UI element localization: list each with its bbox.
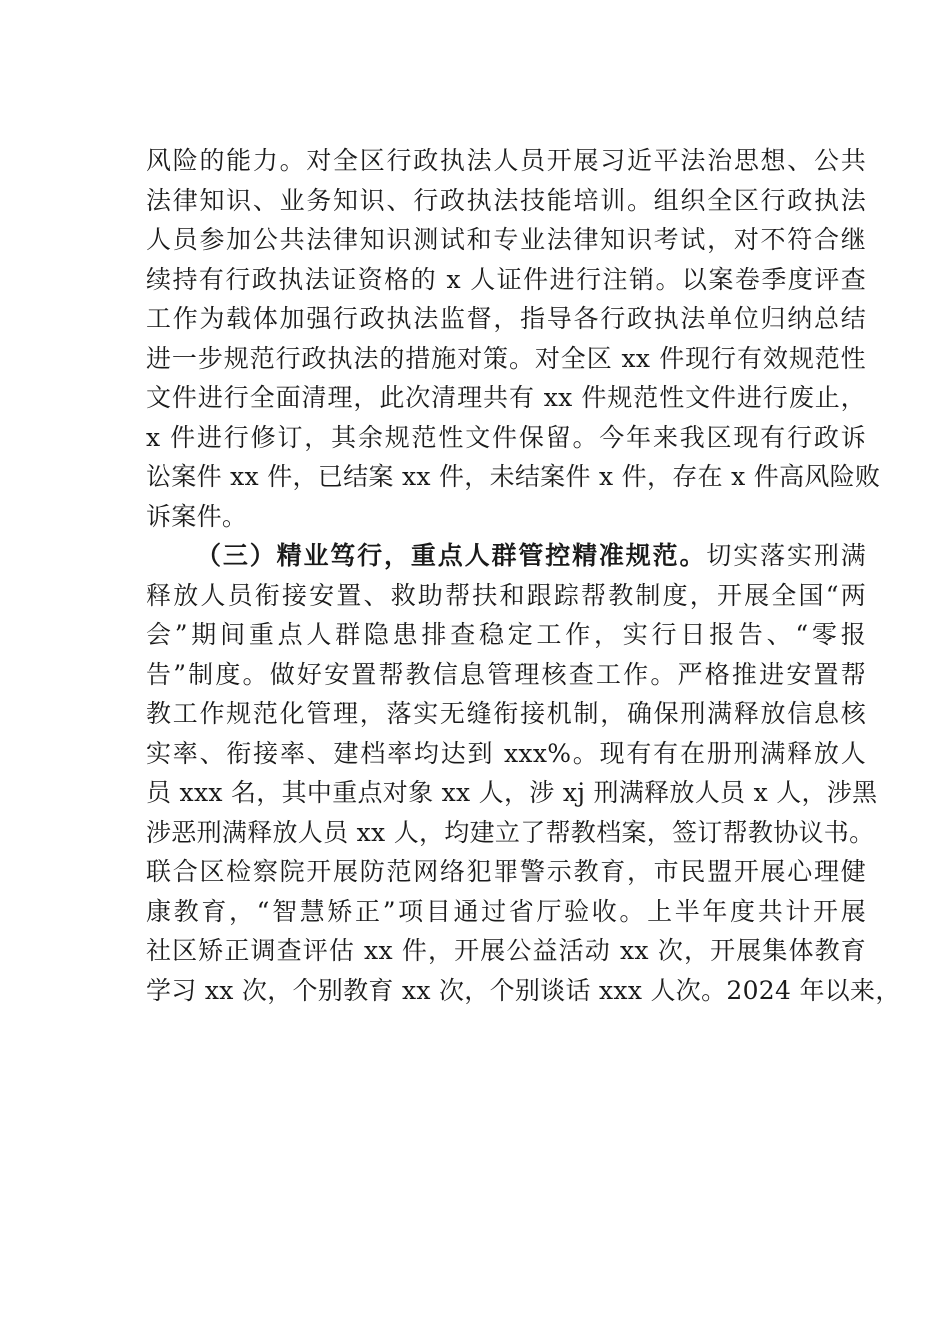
paragraph-line: 工作为载体加强行政执法监督，指导各行政执法单位归纳总结 <box>146 304 866 333</box>
paragraph-line: 文件进行全面清理，此次清理共有 xx 件规范性文件进行废止， <box>146 383 866 412</box>
paragraph-2 <box>146 536 901 1010</box>
paragraph-line: 学习 xx 次，个别教育 xx 次，个别谈话 xxx 人次。2024 年以来， <box>146 975 901 1005</box>
paragraph-line: 员 xxx 名，其中重点对象 xx 人，涉 xj 刑满释放人员 x 人，涉黑 <box>146 778 878 807</box>
section-heading: （三）精业笃行，重点人群管控精准规范。 <box>196 541 707 570</box>
body-text <box>146 141 901 1010</box>
paragraph-line: 法律知识、业务知识、行政执法技能培训。组织全区行政执法 <box>146 185 866 215</box>
heading-line-rest: 切实落实刑满 <box>706 541 867 570</box>
paragraph-line: 续持有行政执法证资格的 x 人证件进行注销。以案卷季度评查 <box>146 264 866 294</box>
paragraph-line: 实率、衔接率、建档率均达到 xxx%。现有有在册刑满释放人 <box>146 738 866 768</box>
paragraph-line: 释放人员衔接安置、救助帮扶和跟踪帮教制度，开展全国“两 <box>146 580 866 610</box>
paragraph-1 <box>146 141 881 536</box>
paragraph-line: 康教育，“智慧矫正”项目通过省厅验收。上半年度共计开展 <box>146 896 866 926</box>
paragraph-line: 风险的能力。对全区行政执法人员开展习近平法治思想、公共 <box>146 146 866 175</box>
paragraph-line: x 件进行修订，其余规范性文件保留。今年来我区现有行政诉 <box>146 422 866 452</box>
paragraph-line: 社区矫正调查评估 xx 件，开展公益活动 xx 次，开展集体教育 <box>146 936 866 965</box>
paragraph-line: 联合区检察院开展防范网络犯罪警示教育，市民盟开展心理健 <box>146 857 866 886</box>
paragraph-line: 进一步规范行政执法的措施对策。对全区 xx 件现行有效规范性 <box>146 343 866 373</box>
paragraph-line: 涉恶刑满释放人员 xx 人，均建立了帮教档案，签订帮教协议书。 <box>146 817 875 847</box>
paragraph-line: 讼案件 xx 件，已结案 xx 件，未结案件 x 件，存在 x 件高风险败 <box>146 462 881 491</box>
paragraph-line: 人员参加公共法律知识测试和专业法律知识考试，对不符合继 <box>146 225 866 254</box>
paragraph-line: 会”期间重点人群隐患排查稳定工作，实行日报告、“零报 <box>146 620 866 649</box>
paragraph-first-line <box>146 536 866 576</box>
paragraph-line: 诉案件。 <box>146 501 248 531</box>
paragraph-line: 告”制度。做好安置帮教信息管理核查工作。严格推进安置帮 <box>146 659 866 689</box>
paragraph-line: 教工作规范化管理，落实无缝衔接机制，确保刑满释放信息核 <box>146 699 866 728</box>
